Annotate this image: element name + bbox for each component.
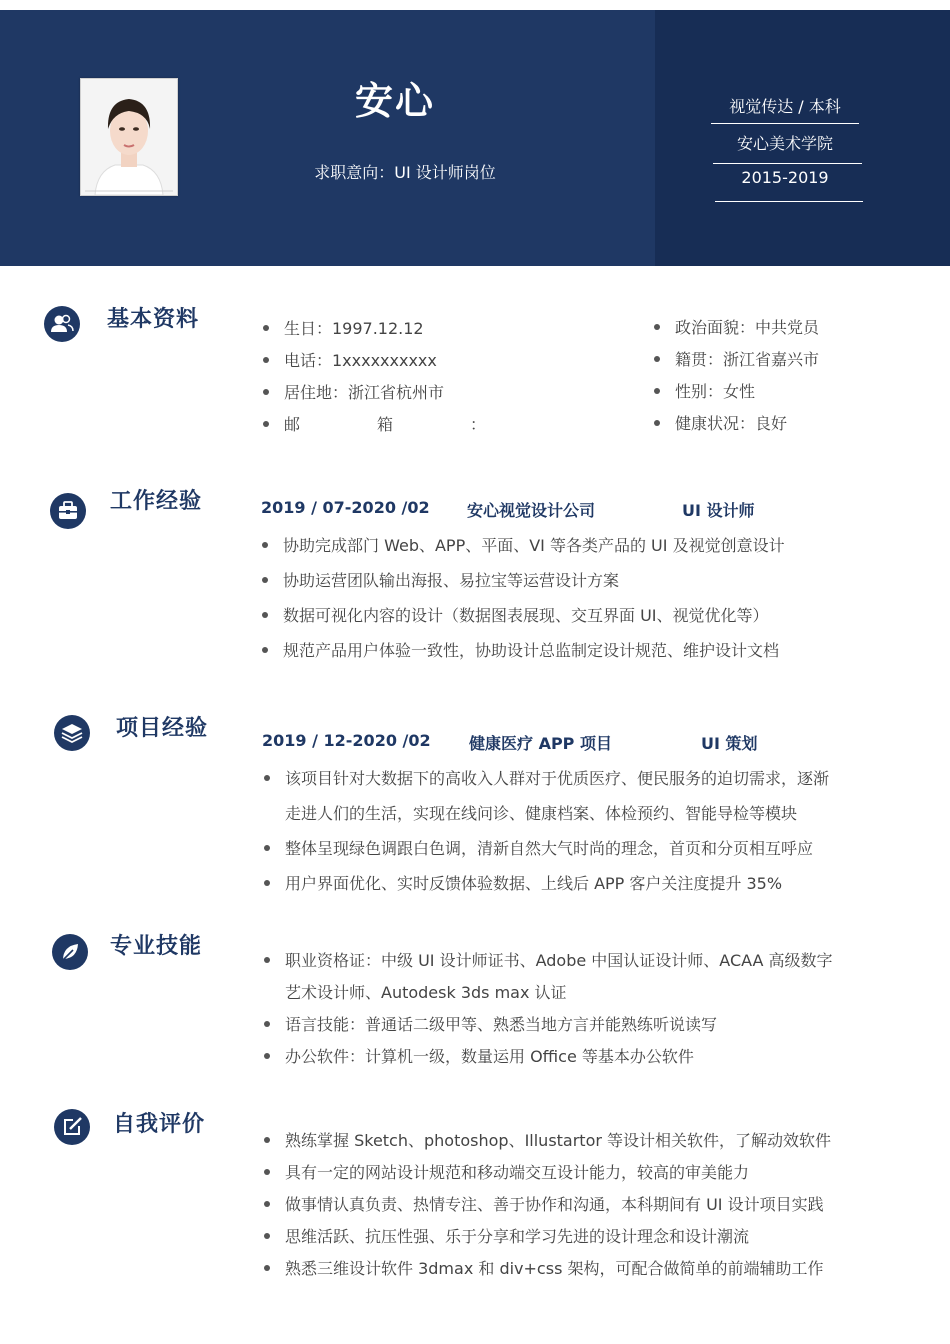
email-label-char: 邮 [284,415,301,434]
layers-icon [54,715,90,751]
skill-item-continuation: 艺术设计师、Autodesk 3ds max 认证 [285,983,567,1002]
project-item-continuation: 走进人们的生活，实现在线问诊、健康档案、体检预约、智能导检等模块 [285,804,798,823]
divider [711,123,859,124]
info-email [284,412,486,435]
section-title-work: 工作经验 [110,489,203,514]
info-phone: 电话：1xxxxxxxxxx [284,348,437,371]
divider [713,163,862,164]
section-title-self-eval: 自我评价 [113,1112,206,1137]
divider [715,201,863,202]
section-title-project: 项目经验 [116,716,209,741]
job-objective: 求职意向：UI 设计师岗位 [314,163,496,182]
briefcase-icon [50,493,86,529]
project-role: UI 策划 [701,734,758,753]
skill-item: 语言技能：普通话二级甲等、熟悉当地方言并能熟练听说读写 [285,1012,717,1035]
self-eval-item: 做事情认真负责、热情专注、善于协作和沟通，本科期间有 UI 设计项目实践 [285,1192,824,1215]
project-item: 整体呈现绿色调跟白色调，清新自然大气时尚的理念，首页和分页相互呼应 [285,836,813,859]
section-title-skills: 专业技能 [110,934,203,959]
education-school: 安心美术学院 [736,134,833,153]
education-major: 视觉传达 / 本科 [729,97,841,116]
project-name: 健康医疗 APP 项目 [469,734,612,753]
profile-photo [80,78,178,196]
info-political: 政治面貌：中共党员 [675,315,819,338]
info-birthday: 生日：1997.12.12 [284,316,424,339]
leaf-icon [52,934,88,970]
project-item: 用户界面优化、实时反馈体验数据、上线后 APP 客户关注度提升 35% [285,871,782,894]
info-health: 健康状况：良好 [675,411,787,434]
users-icon [44,306,80,342]
project-period: 2019 / 12-2020 /02 [262,731,431,750]
work-item: 协助完成部门 Web、APP、平面、VI 等各类产品的 UI 及视觉创意设计 [283,533,785,556]
work-item: 协助运营团队输出海报、易拉宝等运营设计方案 [283,568,619,591]
work-period: 2019 / 07-2020 /02 [261,498,430,517]
skill-item: 办公软件：计算机一级，数量运用 Office 等基本办公软件 [285,1044,694,1067]
email-label-char: 箱 [376,415,393,434]
skill-item: 职业资格证：中级 UI 设计师证书、Adobe 中国认证设计师、ACAA 高级数字 [285,948,833,971]
project-item: 该项目针对大数据下的高收入人群对于优质医疗、便民服务的迫切需求，逐渐 [285,766,829,789]
self-eval-item: 熟练掌握 Sketch、photoshop、Illustartor 等设计相关软件，了解动效软件 [285,1128,831,1151]
work-role: UI 设计师 [682,501,755,520]
info-residence: 居住地：浙江省杭州市 [284,380,444,403]
section-title-basic-info: 基本资料 [107,307,200,332]
info-gender: 性别：女性 [675,379,755,402]
education-years: 2015-2019 [741,168,829,187]
edit-icon [54,1109,90,1145]
work-item: 规范产品用户体验一致性，协助设计总监制定设计规范、维护设计文档 [283,638,779,661]
work-item: 数据可视化内容的设计（数据图表展现、交互界面 UI、视觉优化等） [283,603,769,626]
self-eval-item: 思维活跃、抗压性强、乐于分享和学习先进的设计理念和设计潮流 [285,1224,749,1247]
email-label-char: ： [469,415,486,434]
candidate-name: 安心 [354,79,435,123]
info-hometown: 籍贯：浙江省嘉兴市 [675,347,819,370]
work-company: 安心视觉设计公司 [467,501,596,520]
self-eval-item: 熟悉三维设计软件 3dmax 和 div+css 架构，可配合做简单的前端辅助工作 [285,1256,824,1279]
self-eval-item: 具有一定的网站设计规范和移动端交互设计能力，较高的审美能力 [285,1160,749,1183]
